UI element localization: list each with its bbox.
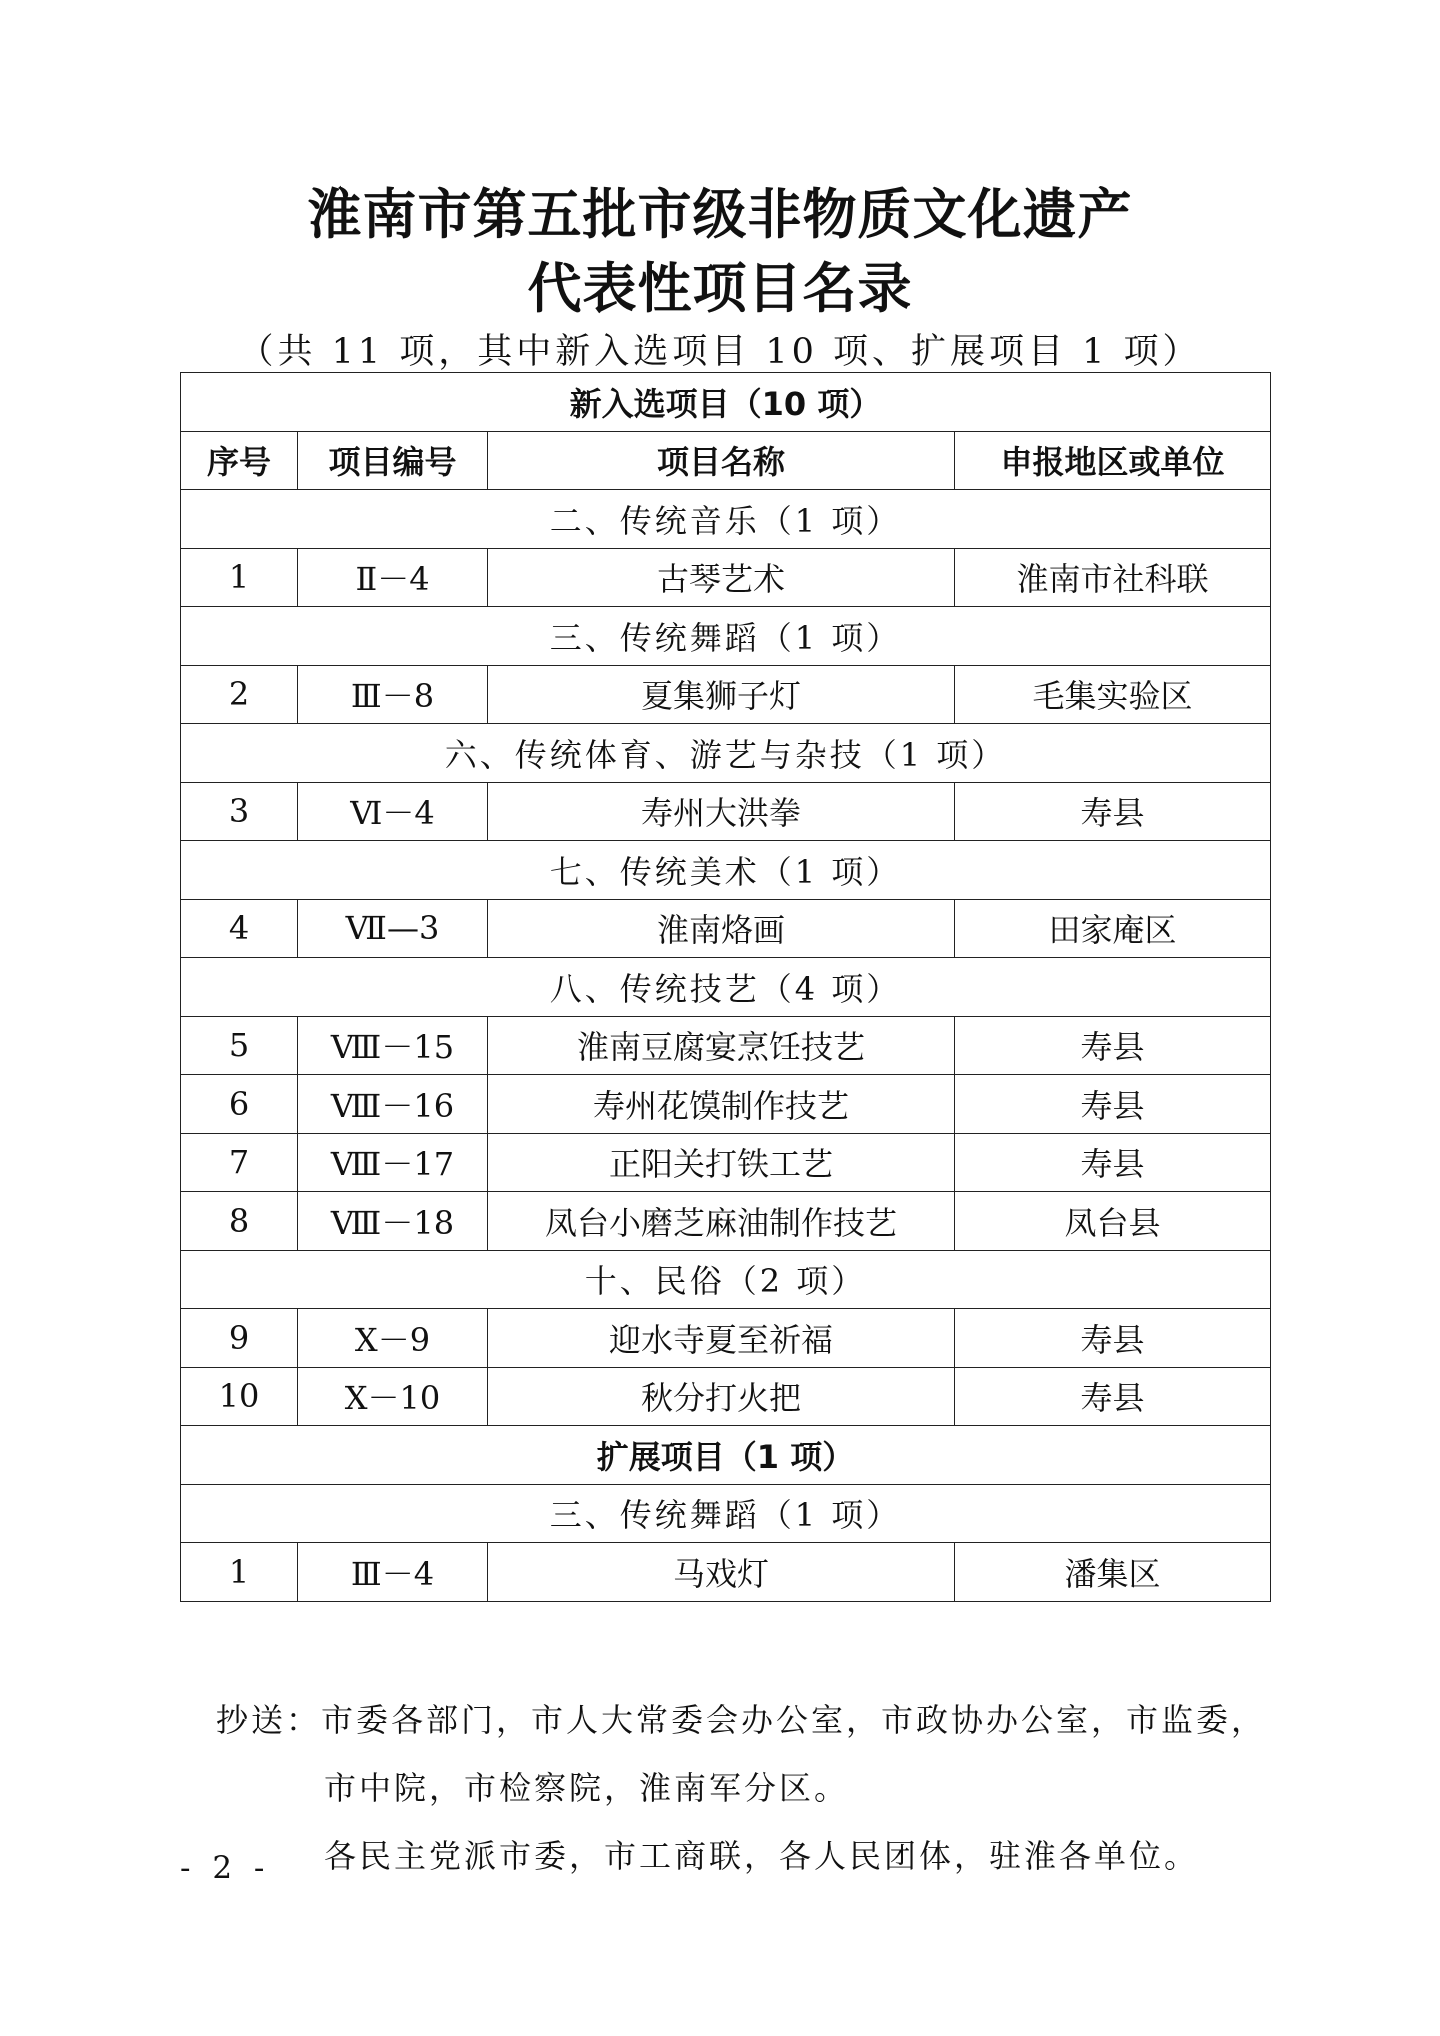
document-title-line1: 淮南市第五批市级非物质文化遗产 [307,183,1133,246]
cc-line: 抄送：市委各部门，市人大常委会办公室，市政协办公室，市监委， [216,1701,1267,1739]
heritage-list-table [180,372,1271,1602]
cell-code: Ⅲ－8 [298,665,488,724]
extension-section-row [181,1426,1271,1485]
cell-code: Ⅷ－18 [298,1192,488,1251]
cell-unit: 凤台县 [955,1192,1271,1251]
category-row [181,607,1271,666]
cell-name: 寿州大洪拳 [488,782,955,841]
header-name: 项目名称 [488,431,955,490]
category-row [181,724,1271,783]
cell-unit: 寿县 [955,1075,1271,1134]
cell-name: 淮南烙画 [488,899,955,958]
cell-name: 古琴艺术 [488,548,955,607]
category-title: 十、民俗（2 项） [181,1250,1271,1309]
cell-no: 2 [181,665,298,724]
header-no: 序号 [181,431,298,490]
cell-code: Ⅹ－10 [298,1367,488,1426]
cell-name: 迎水寺夏至祈福 [488,1309,955,1368]
cell-code: Ⅷ－15 [298,1016,488,1075]
header-code: 项目编号 [298,431,488,490]
cell-no: 7 [181,1133,298,1192]
table-row [181,1543,1271,1602]
table-row [181,548,1271,607]
category-title: 三、传统舞蹈（1 项） [181,1484,1271,1543]
cc-distribution-list [216,1686,1276,1890]
cell-code: Ⅲ－4 [298,1543,488,1602]
cell-unit: 寿县 [955,1367,1271,1426]
cell-no: 9 [181,1309,298,1368]
category-title: 八、传统技艺（4 项） [181,958,1271,1017]
category-title: 二、传统音乐（1 项） [181,490,1271,549]
cell-no: 5 [181,1016,298,1075]
cell-no: 3 [181,782,298,841]
cell-code: Ⅷ－16 [298,1075,488,1134]
category-title: 六、传统体育、游艺与杂技（1 项） [181,724,1271,783]
cell-name: 凤台小磨芝麻油制作技艺 [488,1192,955,1251]
table-row [181,782,1271,841]
table-header-row [181,431,1271,490]
category-row [181,958,1271,1017]
cell-no: 4 [181,899,298,958]
page-number: - 2 - [180,1850,271,1886]
cell-code: Ⅷ－17 [298,1133,488,1192]
cell-code: Ⅶ—3 [298,899,488,958]
cell-name: 秋分打火把 [488,1367,955,1426]
category-title: 三、传统舞蹈（1 项） [181,607,1271,666]
table-row [181,1192,1271,1251]
cell-name: 淮南豆腐宴烹饪技艺 [488,1016,955,1075]
cell-unit: 寿县 [955,1309,1271,1368]
table-row [181,665,1271,724]
cell-code: Ⅹ－9 [298,1309,488,1368]
table-row [181,1016,1271,1075]
cell-unit: 寿县 [955,1016,1271,1075]
header-unit: 申报地区或单位 [955,431,1271,490]
cell-unit: 寿县 [955,1133,1271,1192]
category-row [181,1250,1271,1309]
cell-no: 6 [181,1075,298,1134]
new-items-section-row [181,373,1271,432]
category-row [181,841,1271,900]
table-row [181,1309,1271,1368]
table-row [181,1075,1271,1134]
section-title: 扩展项目（1 项） [181,1426,1271,1485]
cell-unit: 田家庵区 [955,899,1271,958]
table-row [181,899,1271,958]
cc-line: 各民主党派市委，市工商联，各人民团体，驻淮各单位。 [324,1837,1200,1875]
cell-unit: 毛集实验区 [955,665,1271,724]
cc-line: 市中院，市检察院，淮南军分区。 [324,1769,850,1807]
cell-name: 正阳关打铁工艺 [488,1133,955,1192]
category-row [181,1484,1271,1543]
cell-no: 10 [181,1367,298,1426]
cell-no: 1 [181,548,298,607]
cell-unit: 寿县 [955,782,1271,841]
category-row [181,490,1271,549]
table-row [181,1367,1271,1426]
table-row [181,1133,1271,1192]
cell-code: Ⅵ－4 [298,782,488,841]
cell-no: 8 [181,1192,298,1251]
cell-code: Ⅱ－4 [298,548,488,607]
cell-name: 马戏灯 [488,1543,955,1602]
cell-name: 夏集狮子灯 [488,665,955,724]
document-title-line2: 代表性项目名录 [527,257,913,320]
cell-unit: 潘集区 [955,1543,1271,1602]
cell-name: 寿州花馍制作技艺 [488,1075,955,1134]
category-title: 七、传统美术（1 项） [181,841,1271,900]
cell-unit: 淮南市社科联 [955,548,1271,607]
cell-no: 1 [181,1543,298,1602]
document-subtitle: （共 11 项，其中新入选项目 10 项、扩展项目 1 项） [238,332,1202,372]
section-title: 新入选项目（10 项） [181,373,1271,432]
